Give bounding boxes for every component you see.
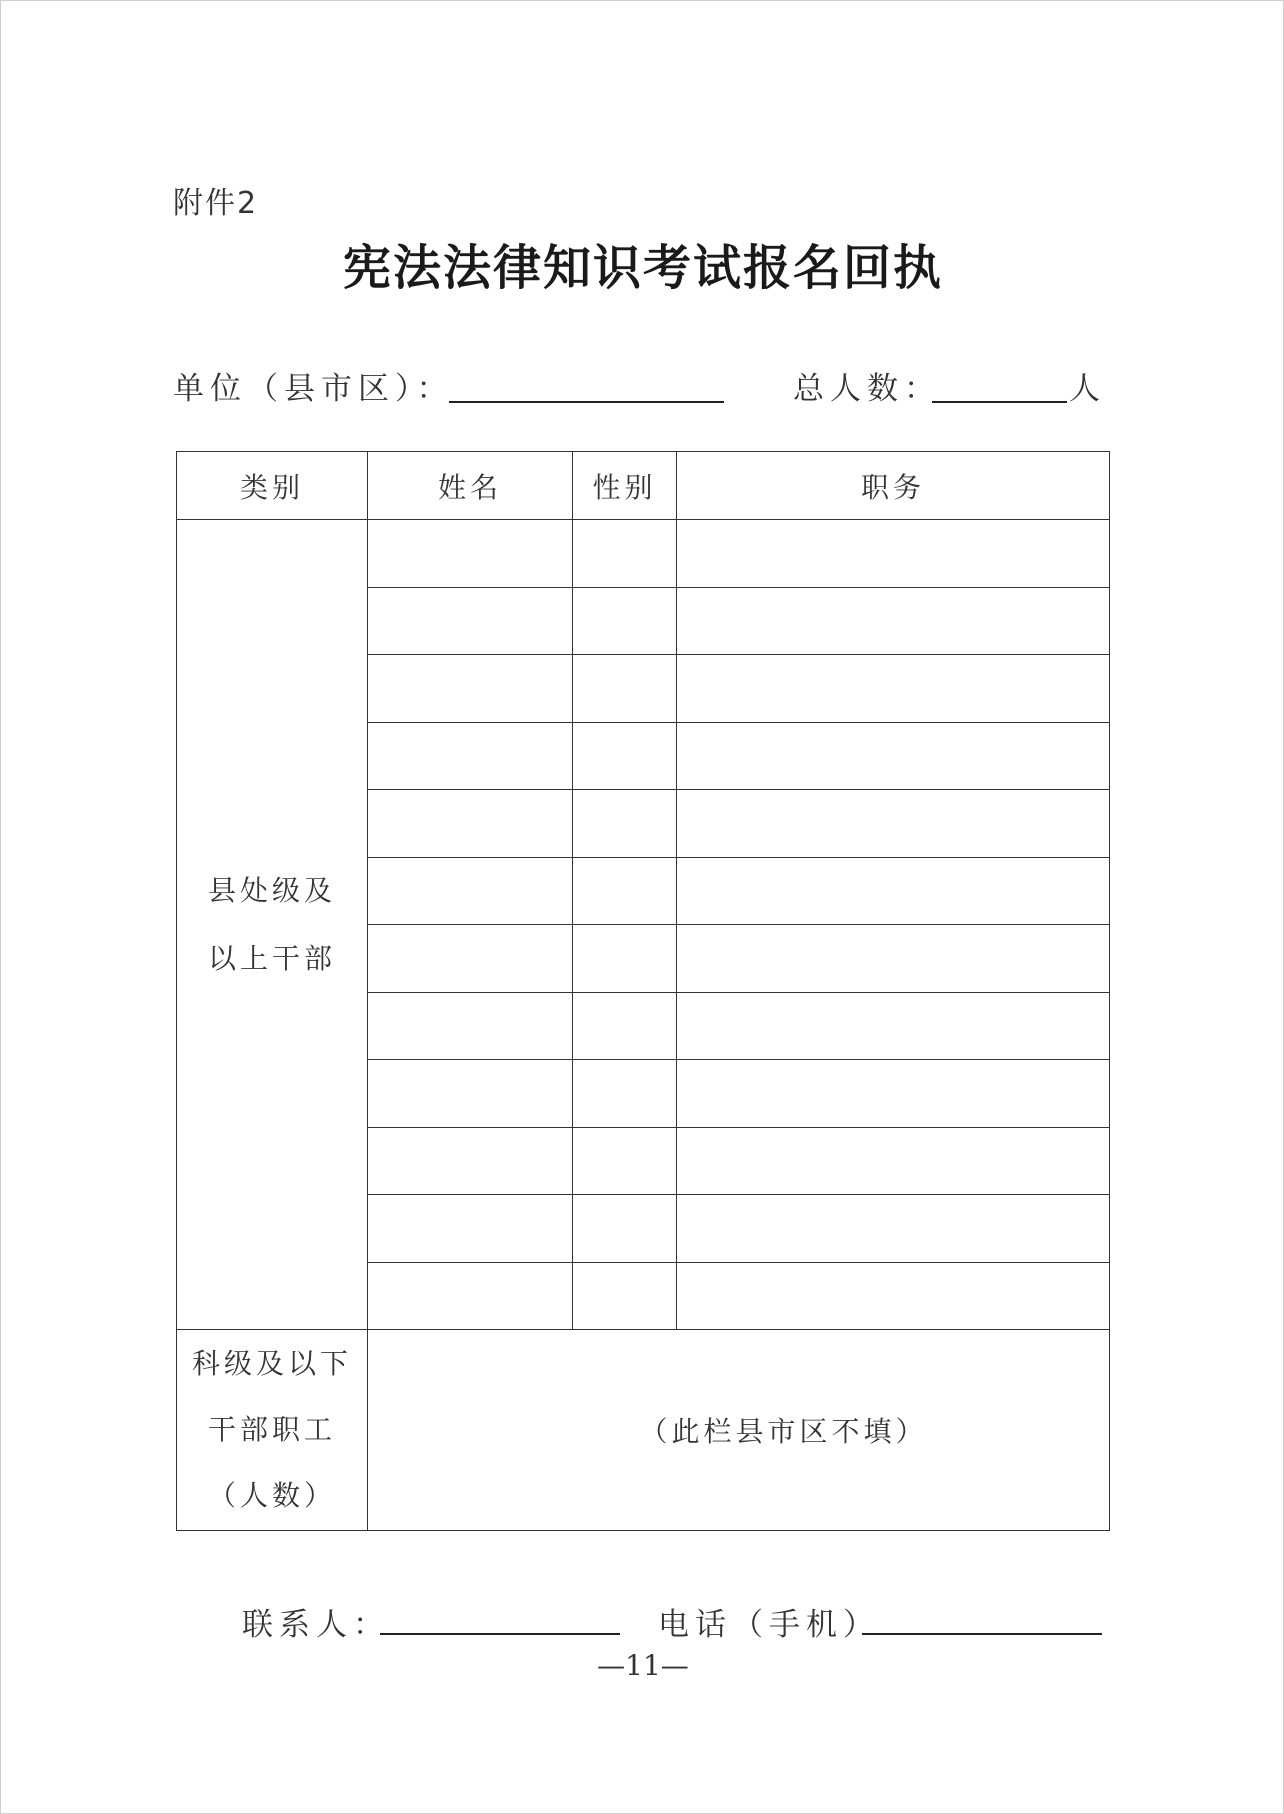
total-unit: 人	[1069, 371, 1106, 407]
name-cell[interactable]	[368, 1060, 573, 1128]
position-cell[interactable]	[677, 722, 1110, 790]
attachment-label: 附件2	[173, 186, 259, 221]
unit-label: 单位（县市区）：	[173, 371, 454, 407]
header-category: 类别	[177, 452, 368, 520]
gender-cell[interactable]	[573, 1060, 677, 1128]
gender-cell[interactable]	[573, 587, 677, 655]
section-level-note	[368, 1330, 1110, 1531]
position-cell[interactable]	[677, 1262, 1110, 1330]
category-line: （人数）	[207, 1479, 336, 1512]
header-position: 职务	[677, 452, 1110, 520]
gender-cell[interactable]	[573, 992, 677, 1060]
header-name: 姓名	[368, 452, 573, 520]
position-cell[interactable]	[677, 520, 1110, 588]
name-cell[interactable]	[368, 520, 573, 588]
note-text: （此栏县市区不填）	[639, 1415, 928, 1448]
phone-blank-field[interactable]	[862, 1633, 1102, 1635]
category-line: 科级及以下	[191, 1347, 352, 1380]
contact-blank-field[interactable]	[380, 1633, 620, 1635]
gender-cell[interactable]	[573, 1262, 677, 1330]
name-cell[interactable]	[368, 1262, 573, 1330]
position-cell[interactable]	[677, 587, 1110, 655]
gender-cell[interactable]	[573, 857, 677, 925]
position-cell[interactable]	[677, 925, 1110, 993]
unit-blank-field[interactable]	[449, 401, 724, 403]
name-cell[interactable]	[368, 857, 573, 925]
header-gender: 性别	[573, 452, 677, 520]
gender-cell[interactable]	[573, 1127, 677, 1195]
gender-cell[interactable]	[573, 722, 677, 790]
position-cell[interactable]	[677, 1195, 1110, 1263]
category-line: 县处级及	[207, 873, 336, 907]
phone-label: 电话（手机）	[658, 1607, 880, 1643]
name-cell[interactable]	[368, 992, 573, 1060]
name-cell[interactable]	[368, 1127, 573, 1195]
contact-label: 联系人：	[242, 1607, 390, 1643]
name-cell[interactable]	[368, 655, 573, 723]
name-cell[interactable]	[368, 925, 573, 993]
table-header-row	[177, 452, 1110, 520]
position-cell[interactable]	[677, 1127, 1110, 1195]
gender-cell[interactable]	[573, 790, 677, 858]
document-title: 宪法法律知识考试报名回执	[342, 240, 943, 296]
category-section-level-cell	[177, 1330, 368, 1531]
gender-cell[interactable]	[573, 925, 677, 993]
total-blank-field[interactable]	[932, 401, 1067, 403]
total-label: 总人数：	[793, 371, 941, 407]
position-cell[interactable]	[677, 857, 1110, 925]
table-row	[177, 520, 1110, 588]
registration-table	[176, 451, 1110, 1531]
name-cell[interactable]	[368, 1195, 573, 1263]
page-number: —11—	[597, 1649, 689, 1682]
position-cell[interactable]	[677, 992, 1110, 1060]
gender-cell[interactable]	[573, 655, 677, 723]
name-cell[interactable]	[368, 790, 573, 858]
category-county-level-cell	[177, 520, 368, 1330]
category-line: 干部职工	[207, 1413, 336, 1446]
position-cell[interactable]	[677, 790, 1110, 858]
name-cell[interactable]	[368, 587, 573, 655]
category-line: 以上干部	[207, 941, 336, 975]
gender-cell[interactable]	[573, 1195, 677, 1263]
position-cell[interactable]	[677, 1060, 1110, 1128]
gender-cell[interactable]	[573, 520, 677, 588]
section-level-row	[177, 1330, 1110, 1531]
name-cell[interactable]	[368, 722, 573, 790]
position-cell[interactable]	[677, 655, 1110, 723]
